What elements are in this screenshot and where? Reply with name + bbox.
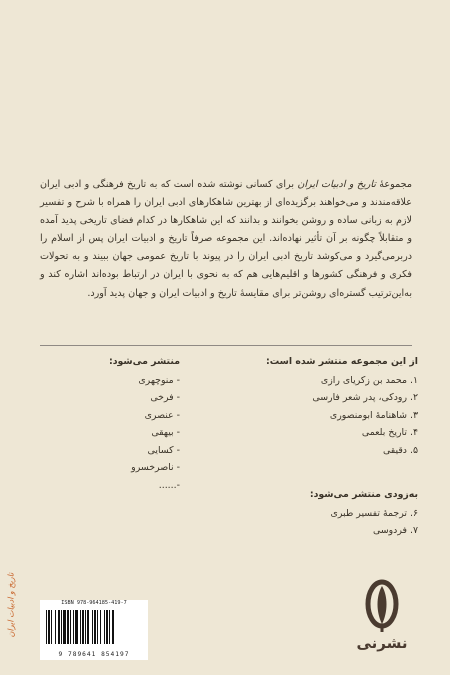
spine-label xyxy=(2,570,20,640)
barcode-bar xyxy=(97,610,98,644)
barcode-bar xyxy=(94,610,96,644)
barcode-bar xyxy=(92,610,93,644)
barcode-bar xyxy=(75,610,78,644)
barcode-bar xyxy=(85,610,86,644)
leaf-icon xyxy=(349,578,415,634)
list-item: ۶. ترجمهٔ تفسیر طبری xyxy=(330,507,418,519)
barcode-bar xyxy=(48,610,50,644)
barcode-bar xyxy=(104,610,105,644)
publisher-name: نشرنی xyxy=(356,634,408,652)
list-item: ۵. دقیقی xyxy=(382,444,418,456)
barcode-bar xyxy=(109,610,110,644)
publisher-logo xyxy=(349,578,415,658)
barcode-bar xyxy=(73,610,74,644)
barcode-bar xyxy=(106,610,108,644)
barcode-bar xyxy=(46,610,47,644)
intro-before-title: مجموعهٔ xyxy=(375,179,412,190)
list-item: ۲. رودکی، پدر شعر فارسی xyxy=(312,392,418,403)
list-item: ۱. محمد بن زکریای رازی xyxy=(320,374,418,386)
barcode-bar xyxy=(61,610,62,644)
barcode-bar xyxy=(112,610,114,644)
list-item: - ناصرخسرو xyxy=(131,462,180,473)
list-item: - بیهقی xyxy=(151,427,180,438)
published-heading: از این مجموعه منتشر شده است: xyxy=(265,356,418,367)
upcoming-list xyxy=(50,353,180,494)
barcode-number: 9 789641 854197 xyxy=(58,651,130,658)
isbn-text: ISBN 978-964185-419-7 xyxy=(61,600,127,606)
list-item: ۴. تاریخ بلعمی xyxy=(361,427,418,438)
intro-body: برای کسانی نوشته شده است که به تاریخ فرهنگی و ادبی ایران علاقه‌مندند و می‌خواهند برگزیده‌ای از بهترین شاهکارهای ادبی ایران را همراه با شرح و تفسیر لازم به زبانی ساده و روشن بخوانند و بدانند که این شاهکارها در کدام فضای تاریخی پدید آمده و متقابلاً چگونه بر آن تأثیر نهاده‌اند. این مجموعه صرفاً تاریخ و ادبیات ایران پس از اسلام را دربرمی‌گیرد و می‌کوشد تاریخ ادبی ایران را در پیوند با تاریخ عمومی جهان ببیند و به تحولات فکری و فرهنگی کشورها و اقلیم‌هایی هم که به نحوی با ایران در ارتباط بوده‌اند اشاره کند و به‌این‌ترتیب گستره‌ای روشن‌تر برای مقایسهٔ تاریخ و ادبیات ایران و جهان پدید آورد. xyxy=(40,179,412,299)
list-item: - عنصری xyxy=(144,409,180,421)
barcode-bar xyxy=(80,610,81,644)
barcode-bar xyxy=(70,610,71,644)
series-title: تاریخ و ادبیات ایران xyxy=(297,179,376,190)
barcode xyxy=(40,600,148,660)
barcode-bar xyxy=(63,610,66,644)
intro-paragraph xyxy=(40,176,412,303)
spine-text: تاریخ و ادبیات ایران xyxy=(6,572,16,638)
barcode-bar xyxy=(58,610,60,644)
barcode-bar xyxy=(100,610,101,644)
barcode-bar xyxy=(87,610,89,644)
barcode-bar xyxy=(55,610,56,644)
divider-line xyxy=(40,345,412,346)
list-item: - فرخی xyxy=(150,392,180,403)
barcode-bar xyxy=(82,610,84,644)
published-list xyxy=(242,353,418,459)
barcode-bars xyxy=(46,610,142,650)
soon-heading: به‌زودی منتشر می‌شود: xyxy=(309,489,418,500)
barcode-bar xyxy=(67,610,69,644)
list-item: - کسایی xyxy=(147,444,180,456)
list-item: - منوچهری xyxy=(138,374,180,386)
soon-list xyxy=(242,486,418,540)
list-item: ۳. شاهنامهٔ ابومنصوری xyxy=(329,409,418,421)
upcoming-heading: منتشر می‌شود: xyxy=(108,356,180,367)
list-item: -...... xyxy=(158,479,180,491)
barcode-bar xyxy=(51,610,52,644)
list-item: ۷. فردوسی xyxy=(372,525,418,536)
